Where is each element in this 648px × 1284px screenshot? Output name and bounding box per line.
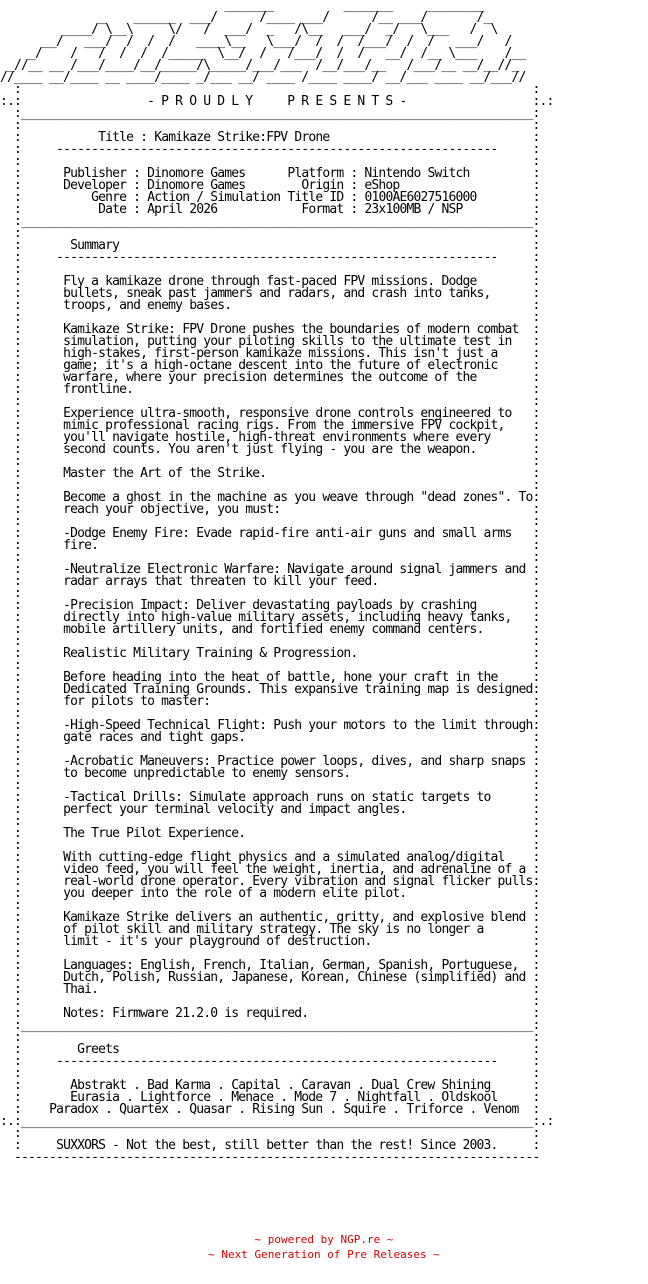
summary-line: of pilot skill and military strategy. The sky is no longer a: [63, 922, 484, 937]
summary-line: -Precision Impact: Deliver devastating payloads by crashing: [63, 598, 477, 613]
summary-line: Dedicated Training Grounds. This expansive training map is designed: [63, 682, 533, 697]
summary-line: Fly a kamikaze drone through fast-paced FPV missions. Dodge: [63, 274, 477, 289]
date-label: Date: [98, 202, 127, 217]
summary-line: -Acrobatic Maneuvers: Practice power loops, dives, and sharp snaps: [63, 754, 526, 769]
summary-line: fire.: [63, 538, 99, 553]
summary-line: -Tactical Drills: Simulate approach runs on static targets to: [63, 790, 491, 805]
summary-line: limit - it's your playground of destruction.: [63, 934, 372, 949]
summary-line: Realistic Military Training & Progression.: [63, 646, 358, 661]
summary-line: video feed, you will feel the weight, inertia, and adrenaline of a: [63, 862, 526, 877]
summary-line: -High-Speed Technical Flight: Push your motors to the limit through: [63, 718, 533, 733]
summary-line: frontline.: [63, 382, 134, 397]
summary-line: mimic professional racing rigs. From the immersive FPV cockpit,: [63, 418, 505, 433]
summary-line: Master the Art of the Strike.: [63, 466, 267, 481]
summary-line: -Dodge Enemy Fire: Evade rapid-fire anti-air guns and small arms: [63, 526, 512, 541]
summary-line: perfect your terminal velocity and impact angles.: [63, 802, 407, 817]
summary-line: you'll navigate hostile, high-threat environments where every: [63, 430, 491, 445]
summary-line: The True Pilot Experience.: [63, 826, 246, 841]
site-footer: [0, 1232, 648, 1262]
summary-line: Notes: Firmware 21.2.0 is required.: [63, 1006, 309, 1021]
summary-line: Kamikaze Strike delivers an authentic, gritty, and explosive blend: [63, 910, 526, 925]
summary-line: game; it's a high-octane descent into the future of electronic: [63, 358, 498, 373]
origin-label: Origin: [301, 178, 344, 193]
greets-line: Paradox . Quartex . Quasar . Rising Sun . Squire . Triforce . Venom: [49, 1102, 519, 1117]
platform-label: Platform: [287, 166, 344, 181]
format-label: Format: [301, 202, 344, 217]
logo-line: _//__ __ /___/____/__/_____/\_____/___/___ /__/___/__ /___/__ __/__//_: [0, 58, 519, 73]
presents-banner: - P R O U D L Y P R E S E N T S -: [147, 94, 407, 109]
logo-line: _ ______ ___/ /____ ___/ /__ ___/ /_: [0, 10, 491, 25]
summary-heading: Summary: [70, 238, 120, 253]
summary-line: Become a ghost in the machine as you weave through "dead zones". To: [63, 490, 533, 505]
summary-line: real-world drone operator. Every vibration and signal flicker pulls: [63, 874, 533, 889]
summary-line: Experience ultra-smooth, responsive drone controls engineered to: [63, 406, 512, 421]
summary-line: radar arrays that threaten to kill your feed.: [63, 574, 379, 589]
summary-line: bullets, sneak past jammers and radars, and crash into tanks,: [63, 286, 491, 301]
summary-line: reach your objective, you must:: [63, 502, 281, 517]
date-value: April 2026: [147, 202, 218, 217]
publisher-label: Publisher: [63, 166, 127, 181]
powered-by-link[interactable]: ~ powered by NGP.re ~: [254, 1233, 394, 1246]
summary-line: Kamikaze Strike: FPV Drone pushes the boundaries of modern combat: [63, 322, 519, 337]
genre-label: Genre: [91, 190, 127, 205]
logo-line: _______ _______ ________: [0, 0, 484, 13]
summary-line: mobile artillery units, and fortified enemy command centers.: [63, 622, 484, 637]
summary-line: gate races and tight gaps.: [63, 730, 246, 745]
developer-label: Developer: [63, 178, 127, 193]
nfo-text: _______ _______ ________ _ ______ ___/ /____ ___/ /__ ___/ /_ ____/ \__\ \/ / ___/ _ /\__ ___/ _/ \___ / \ __/ ___/ / / / ____\__ \___/ / / /___/ / / ___/ / _/ / / / / /_____ \__/ / /___/ / / __/ /__ \___ /__ _//__ __ /___/____/__/_____/\_____/___/___ /__/___/__ /___/__ __/__//_ //____ __/____ __ ____/____ _/___ __/ ____ /____ ____/ __/___ ____ __/___// : : :.: - P R O U D L Y P R E S E N T S - :.: :_________________________________________________________________________: : : : Title : Kamikaze Strike:FPV Drone : : --------------------------------------------------------------- : : : : Publisher : Dinomore Games Platform : Nintendo Switch : : Developer : Dinomore Games Origin : eShop : : Genre : Action / Simulation Title ID : 0100AE6027516000 : : Date : April 2026 Format : 23x100MB / NSP : :_________________________________________________________________________: : : : Summary : : --------------------------------------------------------------- : : : : Fly a kamikaze drone through fast-paced FPV missions. Dodge : : bullets, sneak past jammers and radars, and crash into tanks, : : troops, and enemy bases. : : : : Kamikaze Strike: FPV Drone pushes the boundaries of modern combat : : simulation, putting your piloting skills to the ultimate test in : : high-stakes, first-person kamikaze missions. This isn't just a : : game; it's a high-octane descent into the future of electronic : : warfare, where your precision determines the outcome of the : : frontline. : : : : Experience ultra-smooth, responsive drone controls engineered to : : mimic professional racing rigs. From the immersive FPV cockpit, : : you'll navigate hostile, high-threat environments where every : : second counts. You aren't just flying - you are the weapon. : : : : Master the Art of the Strike. : : : : Become a ghost in the machine as you weave through "dead zones". To: : reach your objective, you must: : : : : -Dodge Enemy Fire: Evade rapid-fire anti-air guns and small arms : : fire. : : : : -Neutralize Electronic Warfare: Navigate around signal jammers and : : radar arrays that threaten to kill your feed. : : : : -Precision Impact: Deliver devastating payloads by crashing : : directly into high-value military assets, including heavy tanks, : : mobile artillery units, and fortified enemy command centers. : : : : Realistic Military Training & Progression. : : : : Before heading into the heat of battle, hone your craft in the : : Dedicated Training Grounds. This expansive training map is designed: : for pilots to master: : : : : -High-Speed Technical Flight: Push your motors to the limit through: : gate races and tight gaps. : : : : -Acrobatic Maneuvers: Practice power loops, dives, and sharp snaps : : to become unpredictable to enemy sensors. : : : : -Tactical Drills: Simulate approach runs on static targets to : : perfect your terminal velocity and impact angles. : : : : The True Pilot Experience. : : : : With cutting-edge flight physics and a simulated analog/digital : : video feed, you will feel the weight, inertia, and adrenaline of a : : real-world drone operator. Every vibration and signal flicker pulls: : you deeper into the role of a modern elite pilot. : : : : Kamikaze Strike delivers an authentic, gritty, and explosive blend : : of pilot skill and military strategy. The sky is no longer a : : limit - it's your playground of destruction. : : : : Languages: English, French, Italian, German, Spanish, Portuguese, : : Dutch, Polish, Russian, Japanese, Korean, Chinese (simplified) and : : Thai. : : : : Notes: Firmware 21.2.0 is required. : :_________________________________________________________________________: : : : Greets : : --------------------------------------------------------------- : : : : Abstrakt . Bad Karma . Capital . Caravan . Dual Crew Shining : : Eurasia . Lightforce . Menace . Mode 7 . Nightfall . Oldskool : : Paradox . Quartex . Quasar . Rising Sun . Squire . Triforce . Venom : :.:_________________________________________________________________________:.: : : : SUXXORS - Not the best, still better than the rest! Since 2003. : ---------------------------------------------------------------------------: [0, 0, 554, 1165]
summary-line: directly into high-value military assets, including heavy tanks,: [63, 610, 512, 625]
developer-value: Dinomore Games: [147, 178, 246, 193]
summary-line: -Neutralize Electronic Warfare: Navigate around signal jammers and: [63, 562, 526, 577]
logo-line: //____ __/____ __ ____/____ _/___ __/ ____ /____ ____/ __/___ ____ __/___//: [0, 70, 526, 85]
tagline: SUXXORS - Not the best, still better than the rest! Since 2003.: [56, 1138, 498, 1153]
greets-heading: Greets: [77, 1042, 120, 1057]
summary-line: Before heading into the heat of battle, hone your craft in the: [63, 670, 498, 685]
format-value: 23x100MB / NSP: [364, 202, 463, 217]
logo-line: ____/ \__\ \/ / ___/ _ /\__ ___/ _/ \___ / \: [0, 22, 498, 37]
summary-line: high-stakes, first-person kamikaze missions. This isn't just a: [63, 346, 498, 361]
summary-line: simulation, putting your piloting skills to the ultimate test in: [63, 334, 512, 349]
title_id-label: Title ID: [287, 190, 344, 205]
platform-value: Nintendo Switch: [364, 166, 470, 181]
origin-value: eShop: [364, 178, 400, 193]
summary-line: Languages: English, French, Italian, German, Spanish, Portuguese,: [63, 958, 519, 973]
publisher-value: Dinomore Games: [147, 166, 246, 181]
genre-value: Action / Simulation: [147, 190, 281, 205]
release-title: Kamikaze Strike:FPV Drone: [154, 130, 330, 145]
title_id-value: 0100AE6027516000: [364, 190, 477, 205]
logo-line: __/ ___/ / / / ____\__ \___/ / / /___/ / / ___/ /: [0, 34, 512, 49]
logo-line: _/ / / / / /_____ \__/ / /___/ / / __/ /__ \___ /__: [0, 46, 526, 61]
summary-line: to become unpredictable to enemy sensors.: [63, 766, 351, 781]
greets-line: Eurasia . Lightforce . Menace . Mode 7 . Nightfall . Oldskool: [70, 1090, 498, 1105]
greets-line: Abstrakt . Bad Karma . Capital . Caravan . Dual Crew Shining: [70, 1078, 491, 1093]
next-generation-link[interactable]: ~ Next Generation of Pre Releases ~: [208, 1248, 440, 1261]
summary-line: for pilots to master:: [63, 694, 211, 709]
title-label: Title: [98, 130, 134, 145]
summary-line: second counts. You aren't just flying - you are the weapon.: [63, 442, 477, 457]
summary-line: troops, and enemy bases.: [63, 298, 232, 313]
summary-line: you deeper into the role of a modern elite pilot.: [63, 886, 407, 901]
summary-line: Dutch, Polish, Russian, Japanese, Korean, Chinese (simplified) and: [63, 970, 526, 985]
summary-line: warfare, where your precision determines the outcome of the: [63, 370, 477, 385]
summary-line: Thai.: [63, 982, 99, 997]
summary-line: With cutting-edge flight physics and a simulated analog/digital: [63, 850, 505, 865]
